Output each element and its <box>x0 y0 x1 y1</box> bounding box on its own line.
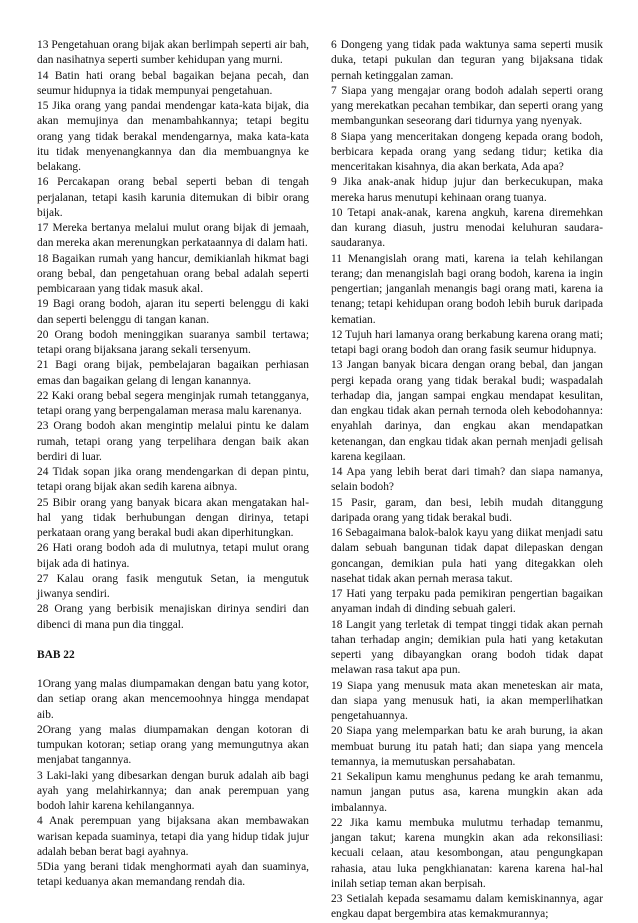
verse: 21 Bagi orang bijak, pembelajaran bagaikan perhiasan emas dan bagaikan gelang di lengan kanannya. <box>37 359 309 387</box>
verse: 23 Setialah kepada sesamamu dalam kemiskinannya, agar engkau dapat bergembira atas kemakmurannya; <box>331 893 603 921</box>
verse: 22 Kaki orang bebal segera menginjak rumah tetangganya, tetapi orang yang berpengalaman merasa malu karenanya. <box>37 389 309 417</box>
left-column <box>37 38 309 891</box>
verse: 11 Menangislah orang mati, karena ia telah kehilangan terang; dan menangislah bagi orang bodoh, karena ia ingin pengertian; janganlah menangis bagi orang mati, karena ia tenang; tetapi kehidupan orang bodoh lebih buruk daripada kematian. <box>331 252 603 326</box>
verse: 27 Kalau orang fasik mengutuk Setan, ia mengutuk jiwanya sendiri. <box>37 572 309 600</box>
verse: 9 Jika anak-anak hidup jujur dan berkecukupan, maka mereka harus menutupi kehinaan orang tuanya. <box>331 176 603 204</box>
verse: 20 Siapa yang melemparkan batu ke arah burung, ia akan membuat burung itu patah hati; dan siapa yang mencela temannya, ia memutuskan persahabatan. <box>331 725 603 768</box>
verse: 15 Pasir, garam, dan besi, lebih mudah ditanggung daripada orang yang tidak berakal budi. <box>331 496 603 524</box>
verse: 12 Tujuh hari lamanya orang berkabung karena orang mati; tetapi bagi orang bodoh dan orang fasik seumur hidupnya. <box>331 328 603 356</box>
verse: 5Dia yang berani tidak menghormati ayah dan suaminya, tetapi keduanya akan memandang rendah dia. <box>37 861 309 889</box>
verse: 18 Langit yang terletak di tempat tinggi tidak akan pernah tahan terhadap angin; demikian pula hati yang ketakutan seperti yang dibayangkan orang bodoh tidak dapat melawan rasa takut apa pun. <box>331 618 603 677</box>
verse: 17 Mereka bertanya melalui mulut orang bijak di jemaah, dan mereka akan merenungkan perkataannya di dalam hati. <box>37 222 309 250</box>
verse: 22 Jika kamu membuka mulutmu terhadap temanmu, jangan takut; karena mungkin akan ada rekonsiliasi: kecuali celaan, atau kesombongan, atau pengungkapan rahasia, atau luka pengkhianatan: karena karena hal-hal inilah setiap teman akan berpisah. <box>331 816 603 890</box>
verse: 28 Orang yang berbisik menajiskan dirinya sendiri dan dibenci di mana pun dia tinggal. <box>37 603 309 631</box>
verse: 19 Siapa yang menusuk mata akan meneteskan air mata, dan siapa yang menusuk hati, ia akan memperlihatkan pengetahuannya. <box>331 679 603 722</box>
right-column <box>331 38 603 923</box>
verse: 2Orang yang malas diumpamakan dengan kotoran di tumpukan kotoran; setiap orang yang memungutnya akan menjabat tangannya. <box>37 723 309 767</box>
verse: 4 Anak perempuan yang bijaksana akan membawakan warisan kepada suaminya, tetapi dia yang hidup tidak jujur adalah beban berat bagi ayahnya. <box>37 815 309 858</box>
verse: 14 Apa yang lebih berat dari timah? dan siapa namanya, selain bodoh? <box>331 466 603 494</box>
chapter-heading: BAB 22 <box>37 648 75 661</box>
verse: 16 Sebagaimana balok-balok kayu yang diikat menjadi satu dalam sebuah bangunan tidak dapat dilepaskan dengan goncangan, demikian pula hati yang ditegakkan oleh nasehat tidak akan pernah merasa takut. <box>331 527 603 585</box>
verse: 20 Orang bodoh meninggikan suaranya sambil tertawa; tetapi orang bijaksana jarang sekali tersenyum. <box>37 328 309 356</box>
verse: 21 Sekalipun kamu menghunus pedang ke arah temanmu, namun jangan putus asa, karena mungkin akan ada imbalannya. <box>331 771 603 814</box>
verse: 18 Bagaikan rumah yang hancur, demikianlah hikmat bagi orang bebal, dan pengetahuan orang bebal adalah seperti pembicaraan yang tidak masuk akal. <box>37 252 309 295</box>
verse: 13 Jangan banyak bicara dengan orang bebal, dan jangan pergi kepada orang yang tidak berakal budi; waspadalah terhadap dia, jangan sampai engkau mendapat kesulitan, dan engkau tidak akan pernah ternoda oleh kebodohannya: enyahlah darinya, dan engkau akan mendapatkan ketenangan, dan engkau tidak akan pernah menjadi gelisah karena kegilaan. <box>331 359 603 463</box>
verse: 24 Tidak sopan jika orang mendengarkan di depan pintu, tetapi orang bijak akan sedih karena aibnya. <box>37 466 309 494</box>
verse: 8 Siapa yang menceritakan dongeng kepada orang bodoh, berbicara kepada orang yang sedang tidur; ketika dia menceritakan kisahnya, dia akan berkata, Ada apa? <box>331 130 603 173</box>
verse: 14 Batin hati orang bebal bagaikan bejana pecah, dan seumur hidupnya ia tidak mempunyai pengetahuan. <box>37 69 309 97</box>
verse: 17 Hati yang terpaku pada pemikiran pengertian bagaikan anyaman indah di dinding sebuah galeri. <box>331 588 603 616</box>
verse: 10 Tetapi anak-anak, karena angkuh, karena diremehkan dan kurang diasuh, justru menodai keluhuran saudara-saudaranya. <box>331 206 603 250</box>
verse: 7 Siapa yang mengajar orang bodoh adalah seperti orang yang merekatkan pecahan tembikar, dan seperti orang yang membangunkan seseorang dari tidurnya yang nyenyak. <box>331 84 603 128</box>
verse: 26 Hati orang bodoh ada di mulutnya, tetapi mulut orang bijak ada di hatinya. <box>37 542 309 570</box>
verse: 6 Dongeng yang tidak pada waktunya sama seperti musik duka, tetapi pukulan dan teguran yang bijaksana tidak pernah ketinggalan zaman. <box>331 39 603 82</box>
verse: 25 Bibir orang yang banyak bicara akan mengatakan hal-hal yang tidak berhubungan dengan dirinya, tetapi perkataan orang yang berakal budi akan diperhitungkan. <box>37 496 309 539</box>
verse: 19 Bagi orang bodoh, ajaran itu seperti belenggu di kaki dan seperti belenggu di tangan kanan. <box>37 298 309 326</box>
verse: 3 Laki-laki yang dibesarkan dengan buruk adalah aib bagi ayah yang melahirkannya; dan anak perempuan yang bodoh lahir karena kehilangannya. <box>37 769 309 812</box>
verse: 15 Jika orang yang pandai mendengar kata-kata bijak, dia akan memujinya dan menambahkannya; tetapi begitu orang yang tidak berakal mendengarnya, maka kata-kata itu tidak menyenangkannya dan dia membuangnya ke belakang. <box>37 100 309 173</box>
verse: 1Orang yang malas diumpamakan dengan batu yang kotor, dan setiap orang akan mencemoohnya hingga mendapat aib. <box>37 678 309 721</box>
verse: 23 Orang bodoh akan mengintip melalui pintu ke dalam rumah, tetapi orang yang terpelihara dengan baik akan berdiri di luar. <box>37 420 309 463</box>
verse: 13 Pengetahuan orang bijak akan berlimpah seperti air bah, dan nasihatnya seperti sumber kehidupan yang murni. <box>37 39 309 67</box>
verse: 16 Percakapan orang bebal seperti beban di tengah perjalanan, tetapi kasih karunia ditemukan di bibir orang bijak. <box>37 176 309 219</box>
